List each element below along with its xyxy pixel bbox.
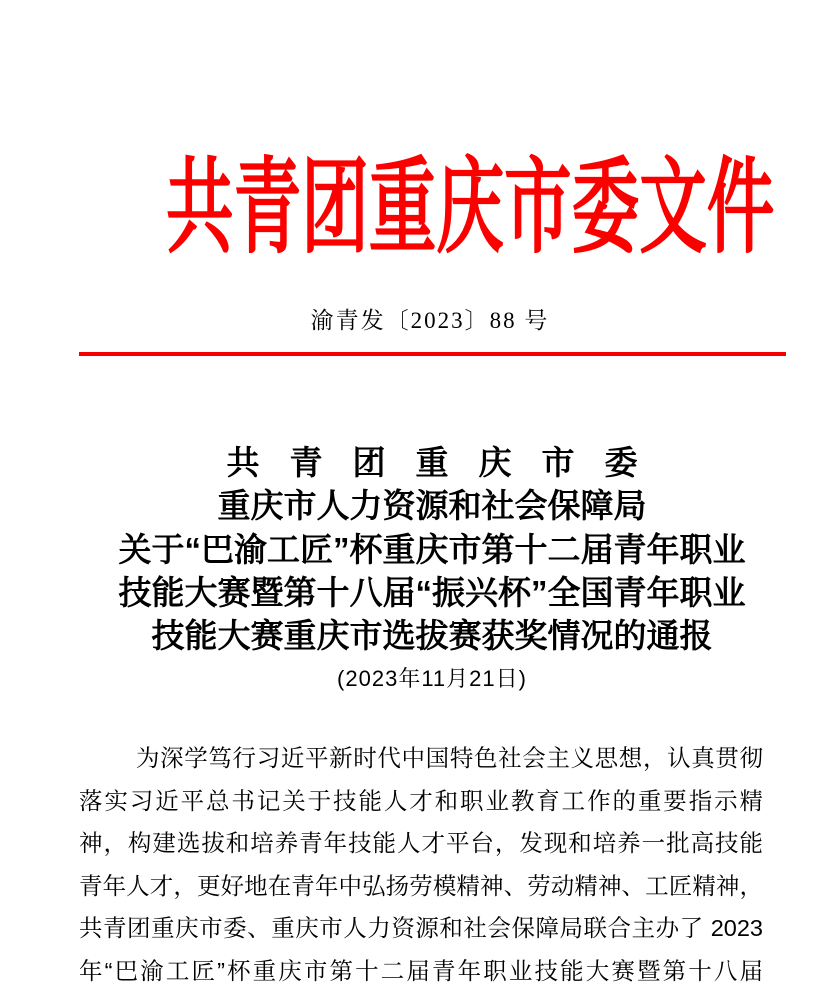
notice-title-line-3: 技能大赛重庆市选拔赛获奖情况的通报 bbox=[151, 617, 713, 655]
body-paragraph-line: 神，构建选拔和培养青年技能人才平台，发现和培养一批高技能 bbox=[79, 830, 763, 856]
notice-title-line-2: 技能大赛暨第十八届“振兴杯”全国青年职业 bbox=[118, 573, 746, 611]
issuer-line-1 bbox=[12, 441, 840, 484]
red-divider-line bbox=[79, 352, 786, 356]
body-paragraph-line: 年“巴渝工匠”杯重庆市第十二届青年职业技能大赛暨第十八届 bbox=[79, 957, 763, 984]
notice-title-line-1: 关于“巴渝工匠”杯重庆市第十二届青年职业 bbox=[118, 530, 746, 568]
body-paragraph-line: 青年人才，更好地在青年中弘扬劳模精神、劳动精神、工匠精神， bbox=[79, 872, 763, 899]
body-paragraph-line: 落实习近平总书记关于技能人才和职业教育工作的重要指示精 bbox=[79, 787, 763, 814]
body-paragraph-line: 为深学笃行习近平新时代中国特色社会主义思想，认真贯彻 bbox=[136, 745, 763, 771]
document-heading bbox=[12, 441, 840, 701]
issuer-line-2: 重庆市人力资源和社会保障局 bbox=[217, 487, 647, 525]
body-paragraph-line: 共青团重庆市委、重庆市人力资源和社会保障局联合主办了 2023 bbox=[79, 915, 763, 941]
masthead-title: 共青团重庆市委文件 bbox=[166, 150, 775, 266]
document-number: 渝青发〔2023〕88 号 bbox=[310, 308, 550, 333]
issuer-line-1-text: 共青团重庆市委 bbox=[226, 444, 668, 481]
notice-date: (2023年11月21日) bbox=[337, 666, 527, 692]
document-body bbox=[79, 737, 763, 992]
